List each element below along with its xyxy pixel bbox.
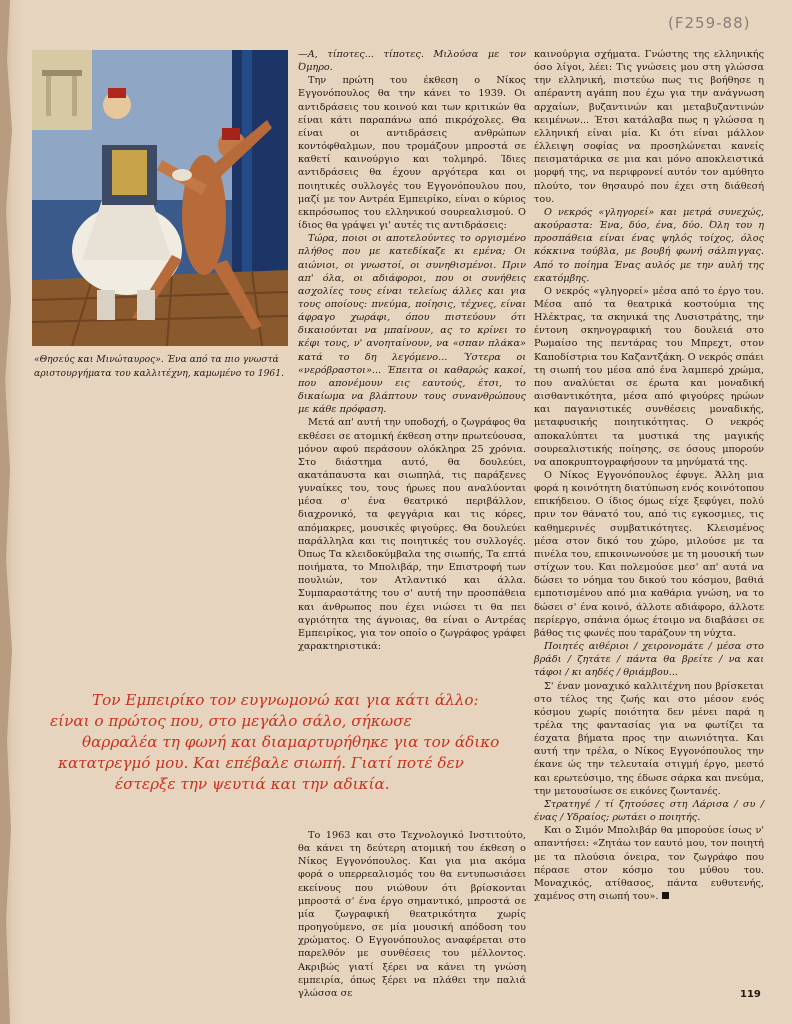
paragraph: —Α, τίποτες... τίποτες. Μιλούσα με τον Όμηρο. [298,49,526,74]
paragraph: Ποιητές αιθέριοι / χειρονομάτε / μέσα στο βράδι / ζητάτε / πάντα θα βρείτε / να και τάφοι / κι αηδές / θριάμβου... [534,641,764,679]
paragraph: Ο Νίκος Εγγονόπουλος έφυγε. Άλλη μια φορά η κοινότητη διατύπωση ενός κοινότοπου επικήδειου. Ο ίδιος όμως είχε ξεφύγει, πολύ πριν τον θάνατό του, από τις εγκοσμιες, τις καθημερινές συμβατικότητες. Κλεισμένος μέσα στον δικό του χώρο, μιλούσε με τα πινέλα του, επικοινωνούσε με τη μουσική των στίχων του. Και πολεμούσε μεσ' απ' αυτά να δώσει το νόημα του δικού του κόσμου, βαθιά εμποτισμένου από μια καθάρια γνώση, να το δώσει σ' ένα κοινό, άλλοτε αδιάφορο, άλλοτε περίεργο, σπάνια όμως έτοιμο να διαβάσει σε βάθος τις φωνές που ταράζουν τη νύχτα. [534,470,764,639]
paragraph: Μετά απ' αυτή την υποδοχή, ο ζωγράφος θα εκθέσει σε ατομική έκθεση στην πρωτεύουσα, μόνον αφού περάσουν ολόκληρα 25 χρόνια. Στο διάστημα αυτό, θα δουλεύει, ακατάπαυστα και σιωπηλά, τις παράξενες γυναίκες του, τους ήρωες που αναλύονται μέσα σ' ένα θεατρικό περιβάλλον, διαχρονικό, τα φεγγάρια και τις κόρες, απόμακρες, μουσικές φιγούρες. Θα δουλεύει παράλληλα και τις ποιητικές του συλλογές. Όπως Τα κλειδοκύμβαλα της σιωπής, Τα επτά ποιήματα, το Μπολιβάρ, την Επιστροφή των πουλιών, τον Ατλαντικό και άλλα. Συμπαραστάτης του σ' αυτή την προσπάθεια και άνθρωπος που έχει νιώσει τι θα πει αγριότητα της άγνοιας, θα είναι ο Αντρέας Εμπειρίκος, για τον οποίο ο ζωγράφος γράφει χαρακτηριστικά: [298,417,526,653]
pencil-note: (F259-88) [668,14,751,32]
column-right [534,48,764,903]
end-mark-square [662,892,669,899]
paragraph: Σ' έναν μοναχικό καλλιτέχνη που βρίσκεται στο τέλος της ζωής και στο μέσον ενός κόσμου χωρίς ποιότητα δεν μένει παρά η τρέλα της φαντασίας για να φωτίζει τα έσχατα βήματα προς την αιωνιότητα. Και αυτή την τρέλα, ο Νίκος Εγγονόπουλος την έκανε ώς την τελευταία στιγμή έργο, μεστό και ερωτεύσιμο, της έδωσε σάρκα και πνεύμα, την μετουσίωσε σε εικόνες ζωντανές. [534,680,764,797]
page-number: 119 [740,989,761,1000]
paragraph: Το 1963 και στο Τεχνολογικό Ινστιτούτο, θα κάνει τη δεύτερη ατομική του έκθεση ο Νίκος Εγγονόπουλος. Και για μια ακόμα φορά ο υπερρεαλισμός του θα εντυπωσιάσει εκείνους που νιώθουν ότι βρίσκονται μπροστά σ' ένα έργο σημαντικό, μπροστά σε μία ζωγραφική θεατρικότητα χωρίς προηγούμενο, σε μία μουσική απόδοση του χρώματος. Ο Εγγονόπουλος αναφέρεται στο παρελθόν με συνθέσεις του μέλλοντος. Ακριβώς γιατί ξέρει να κάνει τη γνώση εμπειρία, όπως ξέρει να πλάθει την παλιά γλώσσα σε [298,830,526,999]
column-middle-top [298,48,526,653]
torn-edge [0,0,22,1024]
closing-paragraph-text: Και ο Σιμόν Μπολιβάρ θα μπορούσε ίσως ν' απαντήσει: «Ζητάω τον εαυτό μου, τον ποιητή με τα πλούσια όνειρα, τον ζωγράφο που πέρασε στον κόσμο του μύθου του. Μοναχικός, ατίθασος, πάντα ευθυτενής, χαμένος στη σιωπή του». [534,825,764,902]
pull-quote-line: θαρραλέα τη φωνή και διαμαρτυρήθηκε για τον άδικο [82,733,500,751]
paragraph: καινούργια σχήματα. Γνώστης της ελληνικής όσο λίγοι, λέει: Τις γνώσεις μου στη γλώσσα την ελληνική, πιστεύω πως τις βοήθησε η απέραντη αγάπη που έχω για την ανάγνωση αρχαίων, βυζαντινών και μεταβυζαντινών κειμένων... Έτσι κατάλαβα πως η γλώσσα η ελληνική είναι μία. Κι ότι είναι μάλλον έλλειψη σοφίας να προσηλώνεται κανείς πεισματάρικα σε μια και μόνο αποκλειστικά μορφή της, να περιφρονεί αυτόν τον αμύθητο πλούτο, τον θησαυρό που έχει στη διάθεσή του. [534,49,764,205]
pull-quote-line: κατατρεγμό μου. Και επέβαλε σιωπή. Γιατί ποτέ δεν [58,754,464,772]
paragraph: Ο νεκρός «γληγορεί» μέσα από το έργο του. Μέσα από τα θεατρικά κοστούμια της Ηλέκτρας, τα σκηνικά της Λυσιστράτης, την έντονη σκηνογραφική του δουλειά στο Ρωμαίσο της πεντάρας του Μπρεχτ, στον Καποδίστρια του Καζαντζάκη. Ο νεκρός σπάει τη σιωπή του μέσα από ένα λαμπερό χρώμα, που αναλύεται σε έρωτα και μοναδική αισθαντικότητα, μέσα από φιγούρες ηρώων και παγανιστικές συνθέσεις μοναδικής, μεταφυσικής ποιητικότητας. Ο νεκρός αποκαλύπτει τα μυστικά της μαγικής σουρεαλιστικής ποίησης, σε όσους μπορούν να αποκρυπτογραφήσουν τα μηνύματά της. [534,285,764,468]
paragraph: Στρατηγέ / τί ζητούσες στη Λάρισα / συ / ένας / Υδραίος; ρωτάει ο ποιητής. [534,798,764,824]
pull-quote-line: είναι ο πρώτος που, στο μεγάλο σάλο, σήκωσε [50,712,412,730]
pull-quote-line: Τον Εμπειρίκο τον ευγνωμονώ και για κάτι άλλο: [92,691,479,709]
pull-quote-line: έστερξε την ψευτιά και την αδικία. [115,775,390,793]
paragraph: Ο νεκρός «γληγορεί» και μετρά συνεχώς, ακούραστα: Ένα, δύο, ένα, δύο. Όλη του η προσπάθεια είναι ένας ψηλός τοίχος, όλος κόκκινα τούβλα, με βουβή φωνή σάλπιγγας. Από το ποίημα Ένας αυλός με την αυλή της εκατόμβης. [534,206,764,284]
image-caption: «Θησεύς και Μινώταυρος». Ένα από τα πιο γνωστά αριστουργήματα του καλλιτέχνη, καμωμένο το 1961. [34,354,285,379]
paragraph: Την πρώτη του έκθεση ο Νίκος Εγγονόπουλος θα την κάνει το 1939. Οι αντιδράσεις του κοινού και των κριτικών θα είναι κάτι παραπάνω από πικρόχολες. Θα είναι οι αντιδράσεις ανθρώπων κοντόφθαλμων, που τρομάζουν μπροστά σε καθετί καινούργιο και τολμηρό. Ίδιες αντιδράσεις θα έχουν αργότερα και οι ποιητικές συλλογές του Εγγονόπουλου που, μαζί με τον Αντρέα Εμπειρίκο, είναι ο κύριος εκπρόσωπος του ελληνικού σουρεαλισμού. Ο ίδιος θα γράψει γι' αυτές τις αντιδράσεις: [298,75,526,232]
paragraph: Τώρα, ποιοι οι αποτελούντες το οργισμένο πλήθος που με κατεδίκαζε κι εμένα; Οι αιώνιοι, οι γνωστοί, οι συνηθισμένοι. Πριν απ' όλα, οι αδιάφοροι, που οι συνήθεις ασχολίες τους είναι τελείως άλλες και για τους οποίους: πνεύμα, ποίησις, τέχνες, είναι άφραγο χωράφι, όπου πιστεύουν ότι δικαιούνται να μπαίνουν, ας το κρίνει το κέφι τους, ν' αvοηταίνουν, να «σπαν πλάκα» κατά το δη λεγόμενο... Ύστερα οι «νερόβραστοι»... Έπειτα οι καθαρώς κακοί, που απονέμουν εις εαυτούς, έτσι, το δικαίωμα να βλάπτουν τους συνανθρώπους με κάθε πρόφαση. [298,233,526,416]
painting-theseus-minotaur [32,50,288,346]
column-middle-bottom [298,829,526,1000]
paragraph [534,824,764,903]
pull-quote [50,690,520,795]
